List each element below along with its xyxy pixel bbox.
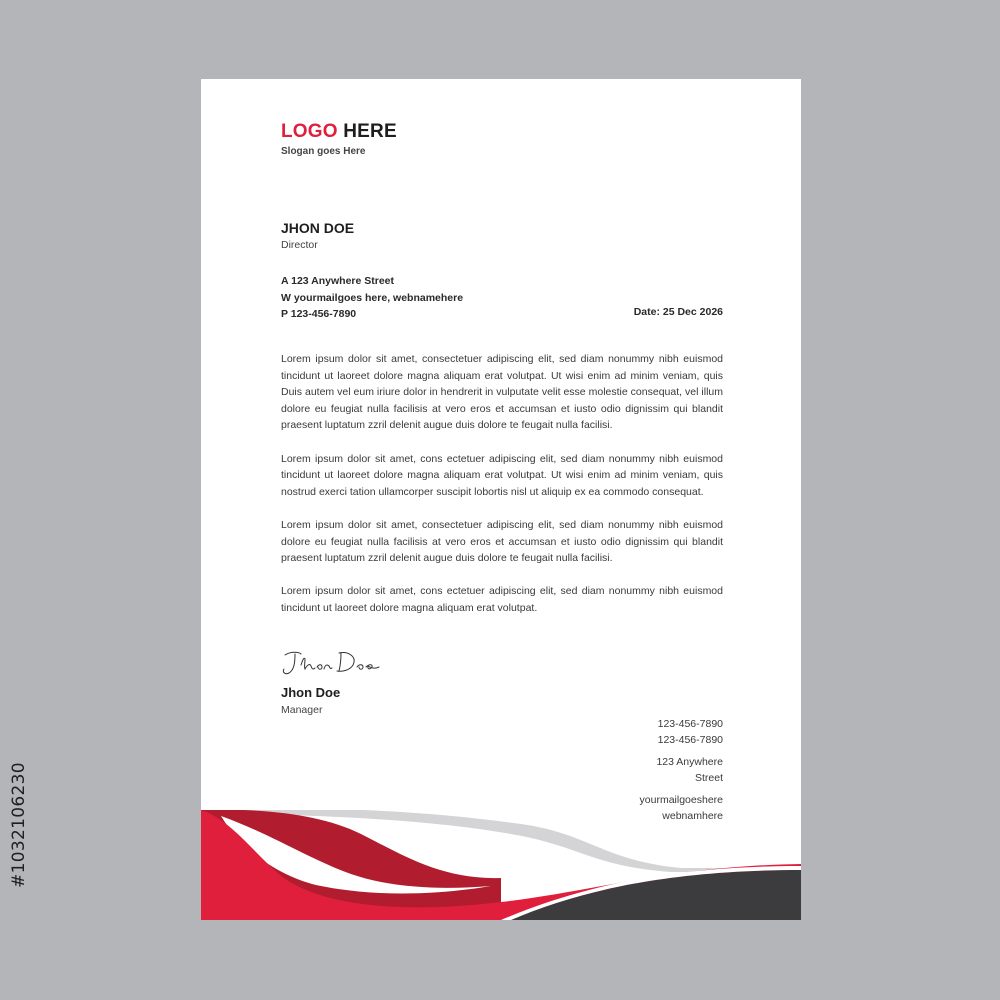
sender-title: Director bbox=[281, 239, 318, 251]
footer-address-line-2: Street bbox=[694, 772, 723, 784]
footer-phones bbox=[640, 716, 723, 748]
sender-contact bbox=[281, 273, 463, 323]
body-paragraph: Lorem ipsum dolor sit amet, consectetuer adipiscing elit, sed diam nonummy nibh euismod tincidunt ut laoreet dolore magna aliquam erat volutpat. Ut wisi enim ad minim veniam, quis Duis autem vel eum iriure dolor in hendrerit in vulputate velit esse molestie consequat, vel illum dolore eu feugiat nulla facilisis at vero eros et accumsan et iusto odio dignissim qui blandit praesent luptatum zzril delenit augue duis dolore te feugait nulla facilisi. bbox=[281, 353, 723, 432]
body-paragraph: Lorem ipsum dolor sit amet, cons ectetuer adipiscing elit, sed diam nonummy nibh euismod tincidunt ut laoreet dolore magna aliquam erat volutpat. Ut wisi enim ad minim veniam, quis nostrud exerci tation ullamcorper suscipit lobortis nisl ut aliquip ex ea commodo consequat. bbox=[281, 452, 723, 498]
letter-date: Date: 25 Dec 2026 bbox=[633, 306, 723, 318]
sender-phone: P 123-456-7890 bbox=[281, 308, 357, 320]
footer-phone-1: 123-456-7890 bbox=[657, 718, 723, 730]
footer-address bbox=[640, 754, 723, 786]
footer-address-line-1: 123 Anywhere bbox=[656, 756, 723, 768]
sender-address: A 123 Anywhere Street bbox=[281, 275, 395, 287]
footer-web: webnamhere bbox=[662, 810, 723, 822]
footer-email: yourmailgoeshere bbox=[639, 794, 723, 806]
closing-title: Manager bbox=[281, 704, 323, 716]
letterhead-page bbox=[201, 79, 801, 920]
stock-id-label bbox=[8, 752, 30, 898]
letter-body bbox=[281, 351, 723, 633]
body-paragraph: Lorem ipsum dolor sit amet, consectetuer adipiscing elit, sed diam nonummy nibh euismod dolore eu feugiat nulla facilisis at vero eros et accumsan et iusto odio dignissim qui blandit praesent luptatum zzril delenit augue duis dolore te feugait nulla facilisi. bbox=[281, 518, 723, 565]
stock-id-text: #1032106230 bbox=[9, 762, 29, 888]
body-paragraph: Lorem ipsum dolor sit amet, cons ectetuer adipiscing elit, sed diam nonummy nibh euismod tincidunt ut laoreet dolore magna aliquam erat volutpat. bbox=[281, 585, 723, 614]
handwritten-signature bbox=[277, 645, 387, 681]
logo-word-1: LOGO bbox=[281, 121, 338, 142]
sender-name: JHON DOE bbox=[281, 220, 355, 236]
slogan: Slogan goes Here bbox=[281, 146, 366, 157]
footer-wave-graphic bbox=[201, 810, 801, 920]
logo bbox=[281, 121, 397, 143]
sender-web: W yourmailgoes here, webnamehere bbox=[281, 291, 464, 304]
footer-phone-2: 123-456-7890 bbox=[657, 734, 723, 746]
closing-name: Jhon Doe bbox=[281, 685, 341, 700]
logo-word-2: HERE bbox=[343, 121, 397, 142]
